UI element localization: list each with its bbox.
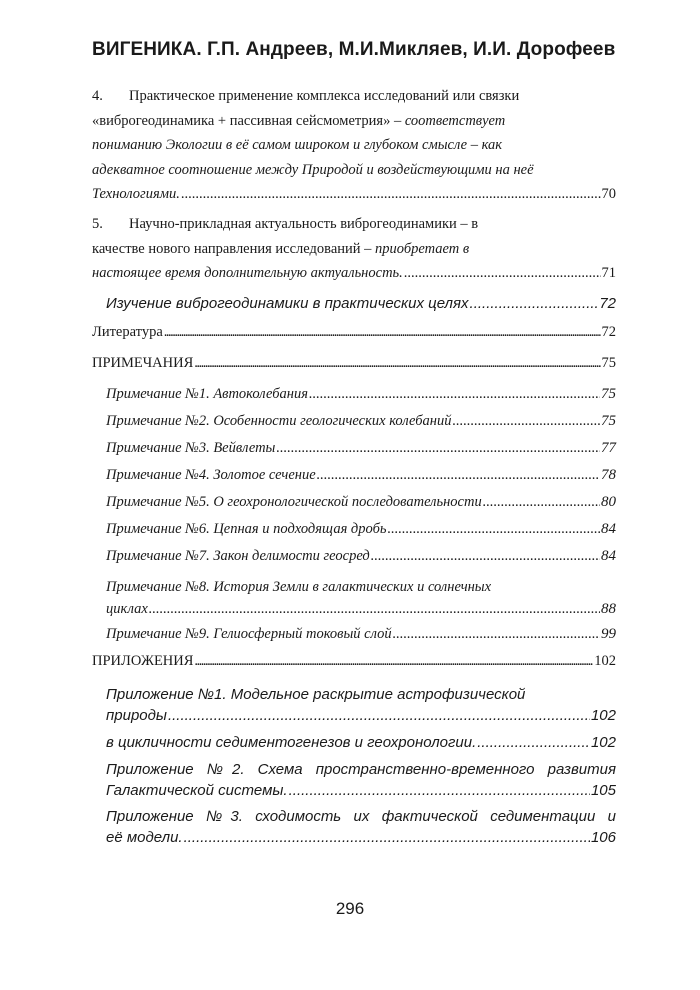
entry-text: Примечание №3. Вейвлеты	[106, 440, 276, 456]
page-ref: 105	[590, 782, 616, 799]
toc-note-6[interactable]	[106, 521, 616, 538]
dot-leader	[317, 467, 600, 484]
entry-text: в цикличности седиментогенезов и геохронологии.	[106, 734, 477, 751]
toc-note-8[interactable]	[106, 576, 616, 620]
entry-text-last: Галактической системы.	[106, 782, 288, 799]
dot-leader	[404, 261, 601, 286]
entry-text: Примечание №5. О геохронологической последовательности	[106, 494, 482, 510]
entry-text: Примечание №4. Золотое сечение	[106, 467, 316, 483]
dot-leader	[164, 324, 601, 341]
dot-leader	[387, 521, 600, 538]
entry-text-line1: Приложение №3. сходимость их фактической седиментации и	[106, 808, 616, 825]
entry-text: Примечание №6. Цепная и подходящая дробь	[106, 521, 387, 537]
page-ref: 75	[601, 413, 616, 429]
toc-appendix-1[interactable]	[106, 684, 616, 726]
page-ref: 80	[601, 494, 616, 510]
page-ref: 72	[601, 324, 616, 340]
page-ref: 84	[601, 521, 616, 537]
page-number: 296	[335, 899, 365, 918]
toc-note-3[interactable]	[106, 440, 616, 457]
running-header: ВИГЕНИКА. Г.П. Андреев, М.И.Микляев, И.И. Дорофеев	[92, 39, 616, 60]
entry-text-line4: адекватное соотношение между Природой и воздействующими на неё	[92, 161, 534, 178]
toc-entry-5[interactable]	[92, 212, 616, 286]
entry-text: Литература	[92, 324, 163, 340]
toc-note-2[interactable]	[106, 413, 616, 430]
page-ref: 72	[599, 295, 616, 312]
dot-leader	[184, 827, 590, 848]
entry-text: Изучение виброгеодинамики в практических целях	[106, 295, 469, 312]
toc-entry-literature[interactable]	[92, 324, 616, 341]
dot-leader	[371, 548, 600, 565]
page-ref: 102	[590, 734, 616, 751]
page-ref: 102	[594, 653, 616, 669]
dot-leader	[276, 440, 600, 457]
page-ref: 99	[601, 626, 616, 642]
entry-number: 4.	[92, 88, 103, 104]
dot-leader	[289, 780, 590, 801]
entry-text-plain: «виброгеодинамика + пассивная сейсмометрия»	[92, 112, 391, 129]
entry-text-last: её модели.	[106, 829, 183, 846]
entry-text-last: природы	[106, 707, 167, 724]
entry-text-line1: Приложение №2. Схема пространственно-временного развития	[106, 761, 616, 778]
dot-leader	[168, 705, 590, 726]
page-ref: 84	[601, 548, 616, 564]
toc-section-appendices[interactable]	[92, 653, 616, 670]
toc-appendix-3[interactable]	[106, 806, 616, 848]
dot-leader	[477, 732, 590, 753]
toc-entry-study[interactable]	[106, 295, 616, 312]
dot-leader	[194, 653, 593, 670]
dot-leader	[453, 413, 601, 430]
toc-note-7[interactable]	[106, 548, 616, 565]
entry-lead-text: Научно-прикладная актуальность виброгеодинамики – в	[129, 216, 479, 232]
entry-text-line3: пониманию Экологии в её самом широком и глубоком смысле – как	[92, 137, 503, 153]
dot-leader	[149, 598, 600, 620]
toc-appendix-1-continued[interactable]	[106, 732, 616, 753]
dot-leader	[393, 626, 600, 643]
entry-text-plain: качестве нового направления исследований	[92, 240, 361, 257]
entry-text-line1: Приложение №1. Модельное раскрытие астрофизической	[106, 686, 526, 703]
entry-text: Примечание №9. Гелиосферный токовый слой	[106, 626, 392, 642]
entry-number: 5.	[92, 216, 103, 232]
entry-lead-text: Практическое применение комплекса исследований или связки	[129, 88, 520, 104]
dot-leader	[470, 295, 599, 312]
toc-note-5[interactable]	[106, 494, 616, 511]
section-title: ПРИМЕЧАНИЯ	[92, 355, 194, 371]
entry-text-last: Технологиями.	[92, 186, 180, 202]
page-ref: 77	[601, 440, 616, 456]
entry-text: Примечание №2. Особенности геологических колебаний	[106, 413, 452, 429]
entry-text-last: циклах	[106, 601, 148, 617]
toc-note-4[interactable]	[106, 467, 616, 484]
toc-note-1[interactable]	[106, 386, 616, 403]
page-ref: 75	[601, 355, 616, 371]
page-ref: 102	[590, 707, 616, 724]
dot-leader	[309, 386, 600, 403]
entry-text: Примечание №7. Закон делимости геосред	[106, 548, 370, 564]
entry-text-italic: – приобретает в	[360, 240, 470, 257]
dot-leader	[181, 182, 601, 207]
page-ref: 70	[601, 186, 616, 202]
dot-leader	[483, 494, 600, 511]
page-ref: 106	[590, 829, 616, 846]
toc-note-9[interactable]	[106, 626, 616, 643]
entry-text-last: настоящее время дополнительную актуальность.	[92, 265, 403, 281]
page-ref: 75	[601, 386, 616, 402]
entry-text: Примечание №1. Автоколебания	[106, 386, 308, 402]
toc-entry-4[interactable]	[92, 84, 616, 207]
page-ref: 78	[601, 467, 616, 483]
dot-leader	[194, 355, 600, 372]
section-title: ПРИЛОЖЕНИЯ	[92, 653, 194, 669]
page-ref: 71	[601, 265, 616, 281]
toc-appendix-2[interactable]	[106, 759, 616, 801]
entry-text-line1: Примечание №8. История Земли в галактических и солнечных	[106, 579, 492, 595]
entry-text-italic: – соответствует	[390, 112, 506, 129]
page-ref: 88	[601, 601, 616, 617]
toc-section-notes[interactable]	[92, 355, 616, 372]
